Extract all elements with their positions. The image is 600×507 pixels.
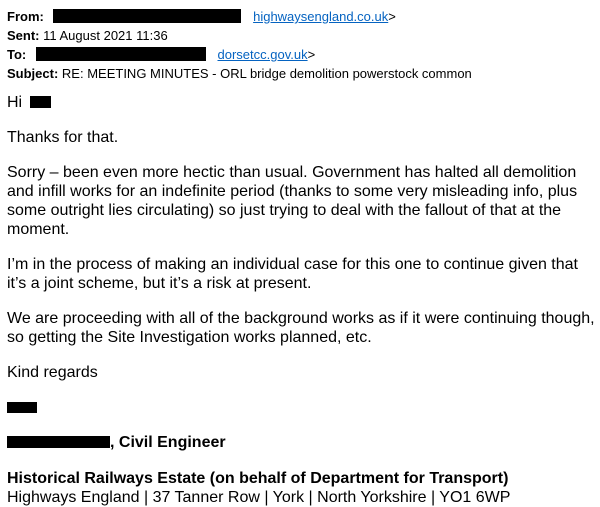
to-close-bracket: > bbox=[307, 47, 316, 62]
from-row bbox=[7, 7, 472, 26]
to-name-redaction bbox=[36, 47, 206, 61]
paragraph-case: I’m in the process of making an individual case for this one to continue given that it’s a joint scheme, but it’s a risk at present. bbox=[7, 256, 578, 292]
to-email-link[interactable]: dorsetcc.gov.uk bbox=[217, 47, 308, 62]
sender-first-name-redaction bbox=[7, 402, 37, 413]
greeting-text: Hi bbox=[7, 94, 23, 111]
sent-row bbox=[7, 26, 472, 45]
signature-name-line bbox=[7, 433, 597, 452]
to-row bbox=[7, 45, 472, 64]
subject-label: Subject: bbox=[7, 66, 59, 81]
paragraph-update: Sorry – been even more hectic than usual. Government has halted all demolition and infill works for an indefinite period (thanks to some very misleading info, plus some outright lies circulating) so just trying to deal with the fallout of that at the moment. bbox=[7, 164, 578, 238]
from-close-bracket: > bbox=[388, 9, 396, 24]
from-name-redaction bbox=[53, 9, 241, 23]
to-label: To: bbox=[7, 47, 27, 62]
signature-address: Highways England | 37 Tanner Row | York | North Yorkshire | YO1 6WP bbox=[7, 489, 511, 506]
sender-full-name-redaction bbox=[7, 436, 110, 448]
subject-row bbox=[7, 64, 472, 83]
paragraph-works: We are proceeding with all of the background works as if it were continuing though, so getting the Site Investigation works planned, etc. bbox=[7, 310, 595, 346]
from-email-link[interactable]: highwaysengland.co.uk bbox=[253, 9, 389, 24]
sent-label: Sent: bbox=[7, 28, 40, 43]
paragraph-thanks: Thanks for that. bbox=[7, 129, 119, 146]
sent-value: 11 August 2021 11:36 bbox=[43, 28, 168, 43]
sender-first-name bbox=[7, 398, 597, 417]
sign-off: Kind regards bbox=[7, 364, 98, 381]
email-body bbox=[7, 93, 597, 507]
from-label: From: bbox=[7, 9, 44, 24]
subject-value: RE: MEETING MINUTES - ORL bridge demolition powerstock common bbox=[61, 66, 472, 81]
signature-title: , Civil Engineer bbox=[110, 434, 226, 451]
recipient-name-redaction bbox=[30, 96, 51, 108]
signature-organisation: Historical Railways Estate (on behalf of Department for Transport) bbox=[7, 470, 509, 487]
email-header bbox=[7, 7, 472, 83]
greeting bbox=[7, 93, 597, 112]
